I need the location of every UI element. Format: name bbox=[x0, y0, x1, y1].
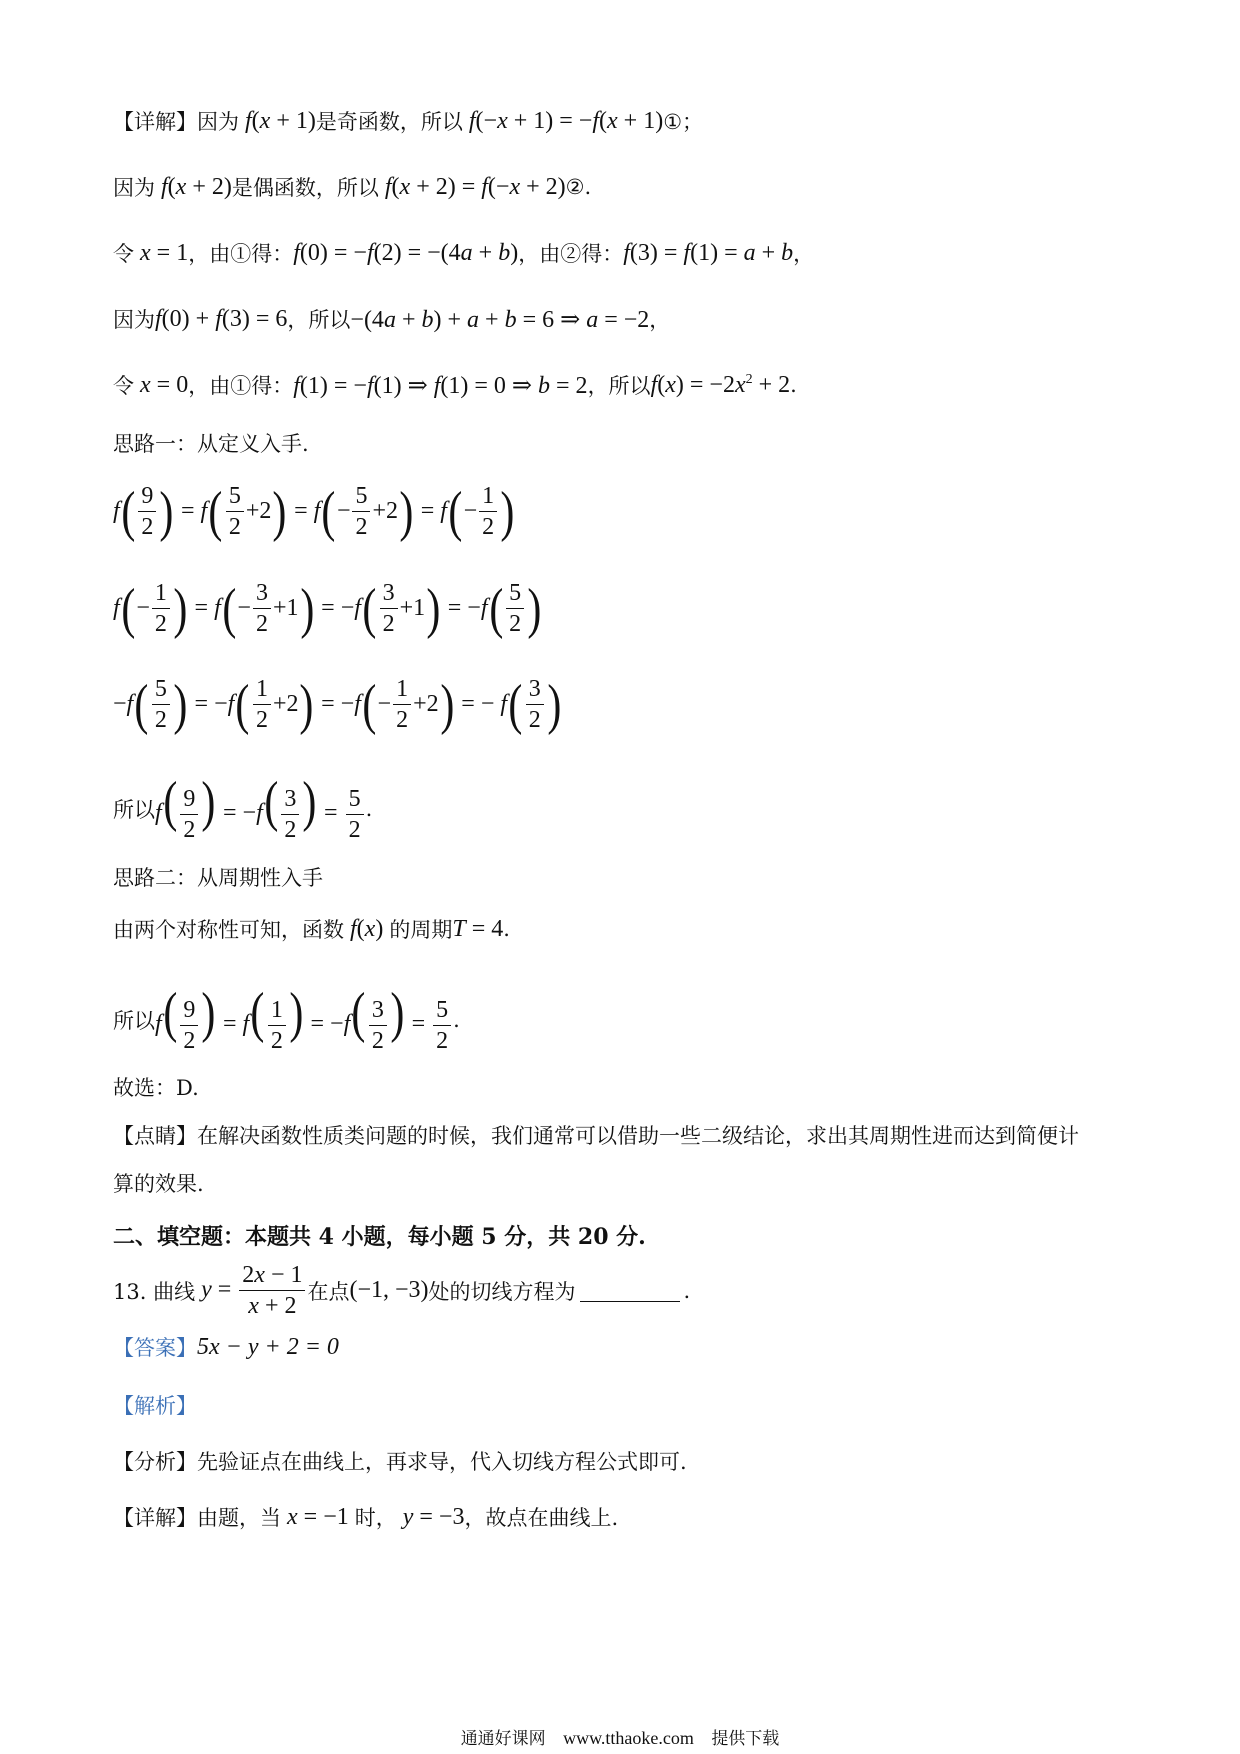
formula: x = 0 bbox=[140, 371, 189, 398]
formula: f( $\frac{9}{2}$ ) = f( $\frac{1}{2}$ ) = −f( $\frac{3}{2}$ ) = $\frac{5}{2}$ bbox=[155, 985, 453, 1054]
formula: f(3) = f(1) = a + b bbox=[623, 239, 794, 266]
formula: −(4a + b) + a + b = 6 ⇒ a = −2 bbox=[350, 306, 650, 333]
question-13: 13. 曲线 y = $\frac{2x - 1}{x + 2}$ 在点 (−1, −3) 处的切线方程为 . bbox=[113, 1262, 691, 1320]
analysis-line bbox=[113, 1390, 197, 1420]
formula: f(x + 2) = f(−x + 2) bbox=[384, 173, 566, 200]
idea1-step-3: − f ( $\frac{5}{2}$ ) = − f ( $\frac{1}{2}$ +2 ) = − f ( − $\frac{1}{2}$ +2 ) = − f ( $\frac{3}{2}$ ) bbox=[113, 673, 562, 736]
footer-brand: 通通好课网 bbox=[460, 1729, 546, 1749]
section-title: 二、填空题：本题共 4 小题，每小题 5 分，共 20 分. bbox=[113, 1224, 646, 1250]
answer-line bbox=[113, 1332, 339, 1362]
formula: f(x + 1) bbox=[245, 107, 316, 134]
idea1-title: 思路一：从定义入手. bbox=[113, 432, 309, 456]
formula: T = 4 bbox=[452, 915, 504, 942]
formula: x = −1 bbox=[287, 1503, 355, 1530]
idea1-conclusion: 所以 f( $\frac{9}{2}$ ) = −f( $\frac{3}{2}$ ) = $\frac{5}{2}$ . bbox=[113, 771, 373, 843]
detail-line-3: 令 x = 1 ，由①得： f(0) = −f(2) = −(4a + b) ，由②得： f(3) = f(1) = a + b ， bbox=[113, 239, 815, 266]
answer-blank bbox=[580, 1279, 680, 1302]
formula: f(x) bbox=[350, 915, 390, 942]
footer-url[interactable]: www.tthaoke.com bbox=[563, 1728, 694, 1748]
detail-line-1: 【详解】 因为 f(x + 1) 是奇函数，所以 f(−x + 1) = −f(x + 1) ①； bbox=[113, 107, 704, 134]
formula: f(0) = −f(2) = −(4a + b) bbox=[293, 239, 519, 266]
idea1-step-1: f ( $\frac{9}{2}$ ) = f ( $\frac{5}{2}$ +2 ) = f ( − $\frac{5}{2}$ +2 ) = f ( − $\frac{1}{2}$ ) bbox=[113, 480, 515, 543]
formula: f(−x + 1) = −f(x + 1) bbox=[468, 107, 664, 134]
idea1-step-2: f ( − $\frac{1}{2}$ ) = f ( − $\frac{3}{2}$ +1 ) = − f ( $\frac{3}{2}$ +1 ) = − f ( $\frac{5}{2}$ ) bbox=[113, 577, 542, 640]
footer-suffix: 提供下载 bbox=[711, 1729, 780, 1749]
comment-line-2: 算的效果. bbox=[113, 1172, 204, 1196]
formula: f( $\frac{9}{2}$ ) = −f( $\frac{3}{2}$ ) = $\frac{5}{2}$ bbox=[155, 774, 366, 843]
idea2-period-line: 由两个对称性可知，函数 f(x) 的周期 T = 4 . bbox=[113, 915, 510, 942]
formula: (−1, −3) bbox=[349, 1277, 429, 1304]
formula: f(1) = −f(1) ⇒ f(1) = 0 ⇒ b = 2 bbox=[293, 372, 588, 399]
idea2-conclusion: 所以 f( $\frac{9}{2}$ ) = f( $\frac{1}{2}$ ) = −f( $\frac{3}{2}$ ) = $\frac{5}{2}$ . bbox=[113, 982, 460, 1054]
page-footer bbox=[0, 1724, 1240, 1749]
comment-line-1: 【点睛】 在解决函数性质类问题的时候，我们通常可以借助一些二级结论，求出其周期性进而达到简便计 bbox=[113, 1124, 1079, 1148]
answer-value: 5x − y + 2 = 0 bbox=[197, 1333, 339, 1360]
choice-line: 故选：D. bbox=[113, 1076, 199, 1100]
formula: f(x + 2) bbox=[161, 173, 232, 200]
formula: y = $\frac{2x - 1}{x + 2}$ bbox=[195, 1262, 307, 1320]
detail-line-5: 令 x = 0 ，由①得： f(1) = −f(1) ⇒ f(1) = 0 ⇒ b = 2 ，所以 $f(x) = -2x^2 + 2$ . bbox=[113, 371, 797, 399]
detail2-line: 【详解】 由题，当 x = −1 时， y = −3 ，故点在曲线上. bbox=[113, 1503, 619, 1530]
formula: f(0) + f(3) = 6 bbox=[155, 305, 288, 332]
idea2-title: 思路二：从周期性入手 bbox=[113, 866, 323, 890]
formula: y = −3 bbox=[402, 1503, 465, 1530]
detail-line-2: 因为 f(x + 2) 是偶函数，所以 f(x + 2) = f(−x + 2) ②. bbox=[113, 173, 592, 200]
formula: x = 1 bbox=[140, 239, 189, 266]
fenxi-line: 【分析】 先验证点在曲线上，再求导，代入切线方程公式即可. bbox=[113, 1450, 687, 1474]
formula: $f(x) = -2x^2 + 2$ bbox=[650, 371, 791, 398]
analysis-tag: 【解析】 bbox=[113, 1394, 197, 1418]
answer-tag: 【答案】 bbox=[113, 1336, 197, 1360]
detail-line-4: 因为 f(0) + f(3) = 6 ，所以 −(4a + b) + a + b = 6 ⇒ a = −2 ， bbox=[113, 305, 671, 333]
detail-tag: 【详解】 bbox=[113, 110, 197, 134]
